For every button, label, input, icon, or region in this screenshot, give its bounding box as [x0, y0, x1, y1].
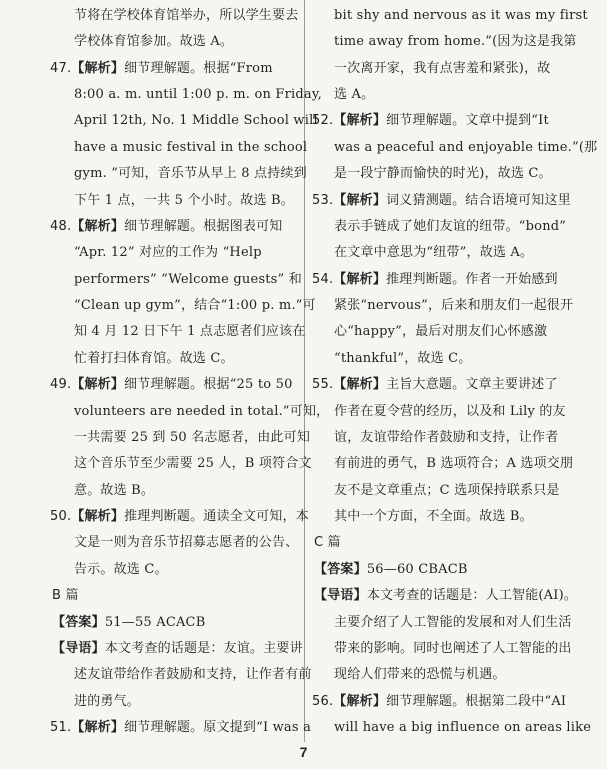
right-line: [334, 456, 574, 472]
left-text: 51—55 ACACB: [104, 615, 206, 630]
left-question-number: 49.: [50, 377, 72, 392]
left-question-number: 47.: [50, 61, 72, 76]
left-tag: 【解析】: [71, 61, 125, 76]
left-line: [50, 720, 312, 736]
left-text: 本文考查的话题是：友谊。主要讲: [104, 641, 303, 656]
left-line: [50, 377, 293, 393]
right-line: [312, 694, 567, 710]
left-section-title: B 篇: [52, 588, 79, 603]
right-line: [334, 404, 566, 420]
left-line: [74, 351, 285, 367]
left-line: [74, 8, 299, 24]
right-text: 细节理解题。根据第二段中“AI: [386, 694, 567, 709]
right-line: [334, 34, 577, 50]
left-text: 意。故选 B。: [74, 483, 155, 498]
right-text: 表示手链成了她们友谊的纽带。“bond”: [334, 219, 567, 234]
left-line: [74, 245, 285, 261]
right-text: “thankful”，故选 C。: [334, 351, 472, 366]
left-question-number: 50.: [50, 509, 72, 524]
left-line: [52, 588, 285, 604]
left-text: 细节理解题。根据“From: [124, 61, 273, 76]
right-text: will have a big influence on areas like: [334, 720, 592, 735]
right-text: 友不是文章重点；C 选项保持联系只是: [334, 483, 560, 498]
left-tag: 【答案】: [52, 615, 105, 630]
left-line: [74, 667, 312, 683]
right-line: [334, 324, 549, 340]
right-line: [334, 61, 549, 77]
left-text: 知 4 月 12 日下午 1 点志愿者们应该在: [74, 324, 306, 339]
right-line: [314, 562, 549, 578]
left-question-number: 51.: [50, 720, 72, 735]
right-line: [334, 641, 572, 657]
left-text: 下午 1 点，一共 5 个小时。故选 B。: [74, 193, 294, 208]
left-line: [74, 562, 285, 578]
right-tag: 【解析】: [333, 272, 387, 287]
left-line: [74, 272, 302, 288]
right-line: [334, 509, 549, 525]
right-line: [334, 483, 560, 499]
right-line: [334, 166, 552, 182]
left-line: [74, 166, 307, 182]
left-text: 学校体育馆参加。故选 A。: [74, 34, 234, 49]
left-text: “Apr. 12” 对应的工作为 “Help: [74, 245, 262, 260]
right-tag: 【答案】: [314, 562, 367, 577]
left-line: [74, 430, 311, 446]
right-text: 主要介绍了人工智能的发展和对人们生活: [334, 615, 572, 630]
right-text: bit shy and nervous as it was my first: [334, 8, 588, 23]
right-text: 带来的影响。同时也阐述了人工智能的出: [334, 641, 572, 656]
right-question-number: 56.: [312, 694, 334, 709]
left-text: April 12th, No. 1 Middle School will: [74, 113, 318, 128]
right-question-number: 54.: [312, 272, 334, 287]
left-line: [74, 456, 312, 472]
left-text: 进的勇气。: [74, 694, 141, 709]
right-tag: 【解析】: [333, 113, 387, 128]
right-text: 一次离开家，我有点害羞和紧张)，故: [334, 61, 551, 76]
left-text: 8:00 a. m. until 1:00 p. m. on Friday,: [74, 87, 322, 102]
right-line: [312, 377, 558, 393]
right-text: 是一段宁静而愉快的时光)，故选 C。: [334, 166, 552, 181]
right-text: 主旨大意题。文章主要讲述了: [386, 377, 558, 392]
left-line: [74, 694, 285, 710]
left-text: 节将在学校体育馆举办，所以学生要去: [74, 8, 299, 23]
left-text: 细节理解题。原文提到“I was a: [124, 720, 312, 735]
left-text: 一共需要 25 到 50 名志愿者，由此可知: [74, 430, 311, 445]
left-line: [52, 615, 285, 631]
left-tag: 【解析】: [71, 720, 125, 735]
left-line: [50, 509, 309, 525]
right-text: 选 A。: [334, 87, 375, 102]
left-line: [74, 34, 285, 50]
left-line: [74, 483, 285, 499]
left-line: [74, 193, 294, 209]
left-text: performers” “Welcome guests” 和: [74, 272, 302, 287]
left-tag: 【解析】: [71, 219, 125, 234]
left-line: [74, 87, 322, 103]
left-text: 细节理解题。根据“25 to 50: [124, 377, 293, 392]
right-tag: 【解析】: [333, 694, 387, 709]
page-number: 7: [299, 744, 308, 760]
right-tag: 【解析】: [333, 193, 387, 208]
right-tag: 【解析】: [333, 377, 387, 392]
left-text: 文是一则为音乐节招募志愿者的公告、: [74, 535, 299, 550]
right-line: [334, 245, 549, 261]
right-section-title: C 篇: [314, 535, 341, 550]
right-line: [334, 87, 549, 103]
left-line: [50, 219, 285, 235]
left-text: 推理判断题。通读全文可知，本: [124, 509, 309, 524]
left-line: [52, 641, 303, 657]
right-text: 在文章中意思为“纽带”，故选 A。: [334, 245, 534, 260]
right-line: [334, 351, 549, 367]
left-line: [74, 404, 330, 420]
left-text: “Clean up gym”，结合“1:00 p. m.”可: [74, 298, 316, 313]
right-text: time away from home.”(因为这是我第: [334, 34, 577, 49]
right-text: 紧张“nervous”，后来和朋友们一起很开: [334, 298, 574, 313]
right-line: [334, 298, 574, 314]
right-text: 其中一个方面，不全面。故选 B。: [334, 509, 533, 524]
right-line: [334, 219, 567, 235]
right-line: [334, 8, 588, 24]
right-text: 心“happy”，最后对朋友们心怀感激: [334, 324, 548, 339]
left-line: [74, 298, 316, 314]
right-line: [334, 140, 598, 156]
right-question-number: 52.: [312, 113, 334, 128]
right-text: 谊，友谊带给作者鼓励和支持，让作者: [334, 430, 559, 445]
right-question-number: 53.: [312, 193, 334, 208]
left-text: 细节理解题。根据图表可知: [124, 219, 283, 234]
left-text: gym. ”可知，音乐节从早上 8 点持续到: [74, 166, 307, 181]
left-line: [74, 140, 308, 156]
right-text: 现给人们带来的恐慌与机遇。: [334, 667, 506, 682]
left-tag: 【导语】: [52, 641, 105, 656]
left-text: volunteers are needed in total.”可知，: [74, 404, 330, 419]
left-line: [50, 61, 285, 77]
right-line: [314, 535, 549, 551]
right-line: [312, 272, 558, 288]
left-text: 忙着打扫体育馆。故选 C。: [74, 351, 234, 366]
right-text: 细节理解题。文章中提到“It: [386, 113, 549, 128]
right-text: 推理判断题。作者一开始感到: [386, 272, 558, 287]
right-line: [314, 588, 578, 604]
left-line: [74, 113, 318, 129]
left-line: [74, 324, 306, 340]
right-text: 本文考查的话题是：人工智能(AI)。: [366, 588, 578, 603]
right-text: 作者在夏令营的经历，以及和 Lily 的友: [334, 404, 566, 419]
left-tag: 【解析】: [71, 377, 125, 392]
right-line: [312, 113, 549, 129]
left-question-number: 48.: [50, 219, 72, 234]
right-text: 56—60 CBACB: [366, 562, 468, 577]
left-text: 这个音乐节至少需要 25 人，B 项符合文: [74, 456, 312, 471]
right-line: [334, 667, 549, 683]
column-divider: [304, 0, 305, 742]
right-line: [334, 430, 559, 446]
left-tag: 【解析】: [71, 509, 125, 524]
left-text: 述友谊带给作者鼓励和支持，让作者有前: [74, 667, 312, 682]
right-line: [312, 193, 571, 209]
left-line: [74, 535, 299, 551]
right-tag: 【导语】: [314, 588, 367, 603]
left-text: 告示。故选 C。: [74, 562, 168, 577]
right-line: [334, 720, 592, 736]
left-text: have a music festival in the school: [74, 140, 308, 155]
right-question-number: 55.: [312, 377, 334, 392]
right-text: was a peaceful and enjoyable time.”(那: [334, 140, 598, 155]
right-text: 词义猜测题。结合语境可知这里: [386, 193, 571, 208]
right-line: [334, 615, 572, 631]
right-text: 有前进的勇气，B 选项符合；A 选项交朋: [334, 456, 574, 471]
